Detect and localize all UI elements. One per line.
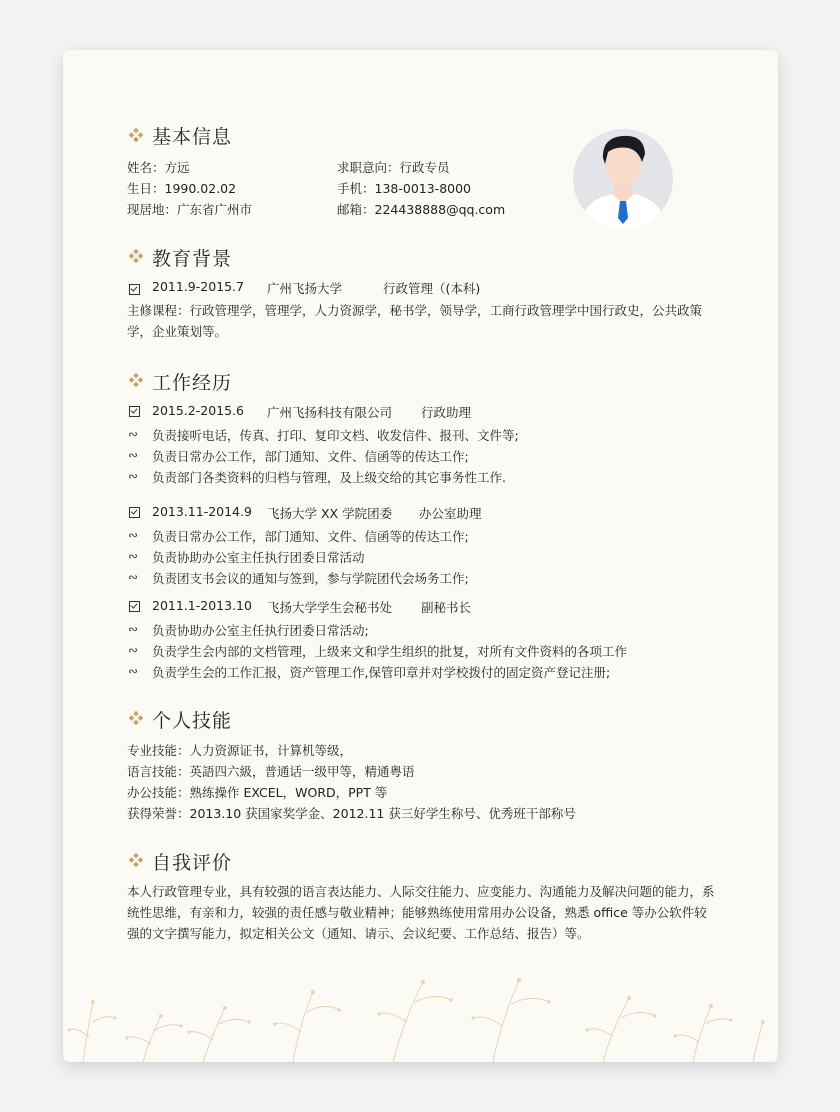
checkbox-icon <box>129 284 140 295</box>
job-duty: 负责日常办公工作，部门通知、文件、信函等的传达工作; <box>152 529 469 544</box>
checkbox-icon <box>129 406 140 417</box>
diamond-icon <box>129 711 143 725</box>
self-evaluation: 本人行政管理专业，具有较强的语言表达能力、人际交往能力、应变能力、沟通能力及解决问题的能力，系统性思维，有亲和力，较强的责任感与敬业精神；能够熟练使用常用办公设备，熟悉 office 等办公软件较强的文字撰写能力，拟定相关公文（通知、请示、会议纪要、工作总结、报告）等。 <box>127 884 715 941</box>
diamond-icon <box>129 128 143 142</box>
job-role: 副秘书长 <box>421 600 472 615</box>
job-duty: 负责接听电话，传真、打印、复印文档、收发信件、报刊、文件等; <box>152 428 519 443</box>
section-title-education: 教育背景 <box>152 248 233 270</box>
skill-line: 语言技能：英語四六級，普通话一级甲等，精通粤语 <box>127 764 415 779</box>
bullet-icon: ∾ <box>128 664 139 678</box>
diamond-icon <box>129 249 143 263</box>
job-role: 行政助理 <box>421 405 472 420</box>
bullet-icon: ∾ <box>128 448 139 462</box>
job-org: 飞扬大学 XX 学院团委 <box>267 506 393 521</box>
job-period: 2015.2-2015.6 <box>152 403 244 418</box>
bullet-icon: ∾ <box>128 622 139 636</box>
diamond-icon <box>129 853 143 867</box>
basic-phone: 手机：138-0013-8000 <box>337 181 472 196</box>
skill-line: 获得荣誉：2013.10 获国家奖学金、2012.11 获三好学生称号、优秀班干部称号 <box>127 806 576 821</box>
skill-line: 专业技能：人力资源证书，计算机等级， <box>127 743 353 758</box>
edu-courses: 主修课程：行政管理学，管理学，人力资源学，秘书学，领导学，工商行政管理学中国行政史，公共政策学，企业策划等。 <box>127 303 703 339</box>
basic-email: 邮箱：224438888@qq.com <box>337 202 506 217</box>
checkbox-icon <box>129 601 140 612</box>
bullet-icon: ∾ <box>128 528 139 542</box>
section-title-basic: 基本信息 <box>152 126 233 148</box>
bullet-icon: ∾ <box>128 643 139 657</box>
section-title-work: 工作经历 <box>152 372 233 394</box>
job-duty: 负责协助办公室主任执行团委日常活动 <box>152 550 365 565</box>
job-org: 飞扬大学学生会秘书处 <box>267 600 393 615</box>
job-period: 2013.11-2014.9 <box>152 504 252 519</box>
edu-school: 广州飞扬大学 <box>267 281 343 296</box>
section-title-self: 自我评价 <box>152 852 233 874</box>
diamond-icon <box>129 373 143 387</box>
job-period: 2011.1-2013.10 <box>152 598 252 613</box>
job-role: 办公室助理 <box>419 506 482 521</box>
edu-major: 行政管理（(本科) <box>383 281 481 296</box>
job-duty: 负责日常办公工作，部门通知、文件、信函等的传达工作; <box>152 449 469 464</box>
edu-period: 2011.9-2015.7 <box>152 279 244 294</box>
bullet-icon: ∾ <box>128 570 139 584</box>
bullet-icon: ∾ <box>128 549 139 563</box>
floral-decoration <box>63 922 778 1062</box>
resume-page <box>63 50 778 1062</box>
basic-birth: 生日：1990.02.02 <box>127 181 237 196</box>
job-duty: 负责协助办公室主任执行团委日常活动; <box>152 623 369 638</box>
avatar <box>572 128 674 230</box>
basic-intention: 求职意向：行政专员 <box>337 160 450 175</box>
basic-name: 姓名：方远 <box>127 160 190 175</box>
job-duty: 负责学生会内部的文档管理，上级来文和学生组织的批复，对所有文件资料的各项工作 <box>152 644 628 659</box>
job-duty: 负责部门各类资料的归档与管理，及上级交给的其它事务性工作. <box>152 470 506 485</box>
job-duty: 负责团支书会议的通知与签到，参与学院团代会场务工作; <box>152 571 469 586</box>
job-org: 广州飞扬科技有限公司 <box>267 405 393 420</box>
basic-residence: 现居地：广东省广州市 <box>127 202 253 217</box>
checkbox-icon <box>129 507 140 518</box>
job-duty: 负责学生会的工作汇报，资产管理工作,保管印章并对学校拨付的固定资产登记注册; <box>152 665 611 680</box>
bullet-icon: ∾ <box>128 427 139 441</box>
skill-line: 办公技能：熟练操作 EXCEL，WORD，PPT 等 <box>127 785 388 800</box>
bullet-icon: ∾ <box>128 469 139 483</box>
section-title-skills: 个人技能 <box>152 710 233 732</box>
